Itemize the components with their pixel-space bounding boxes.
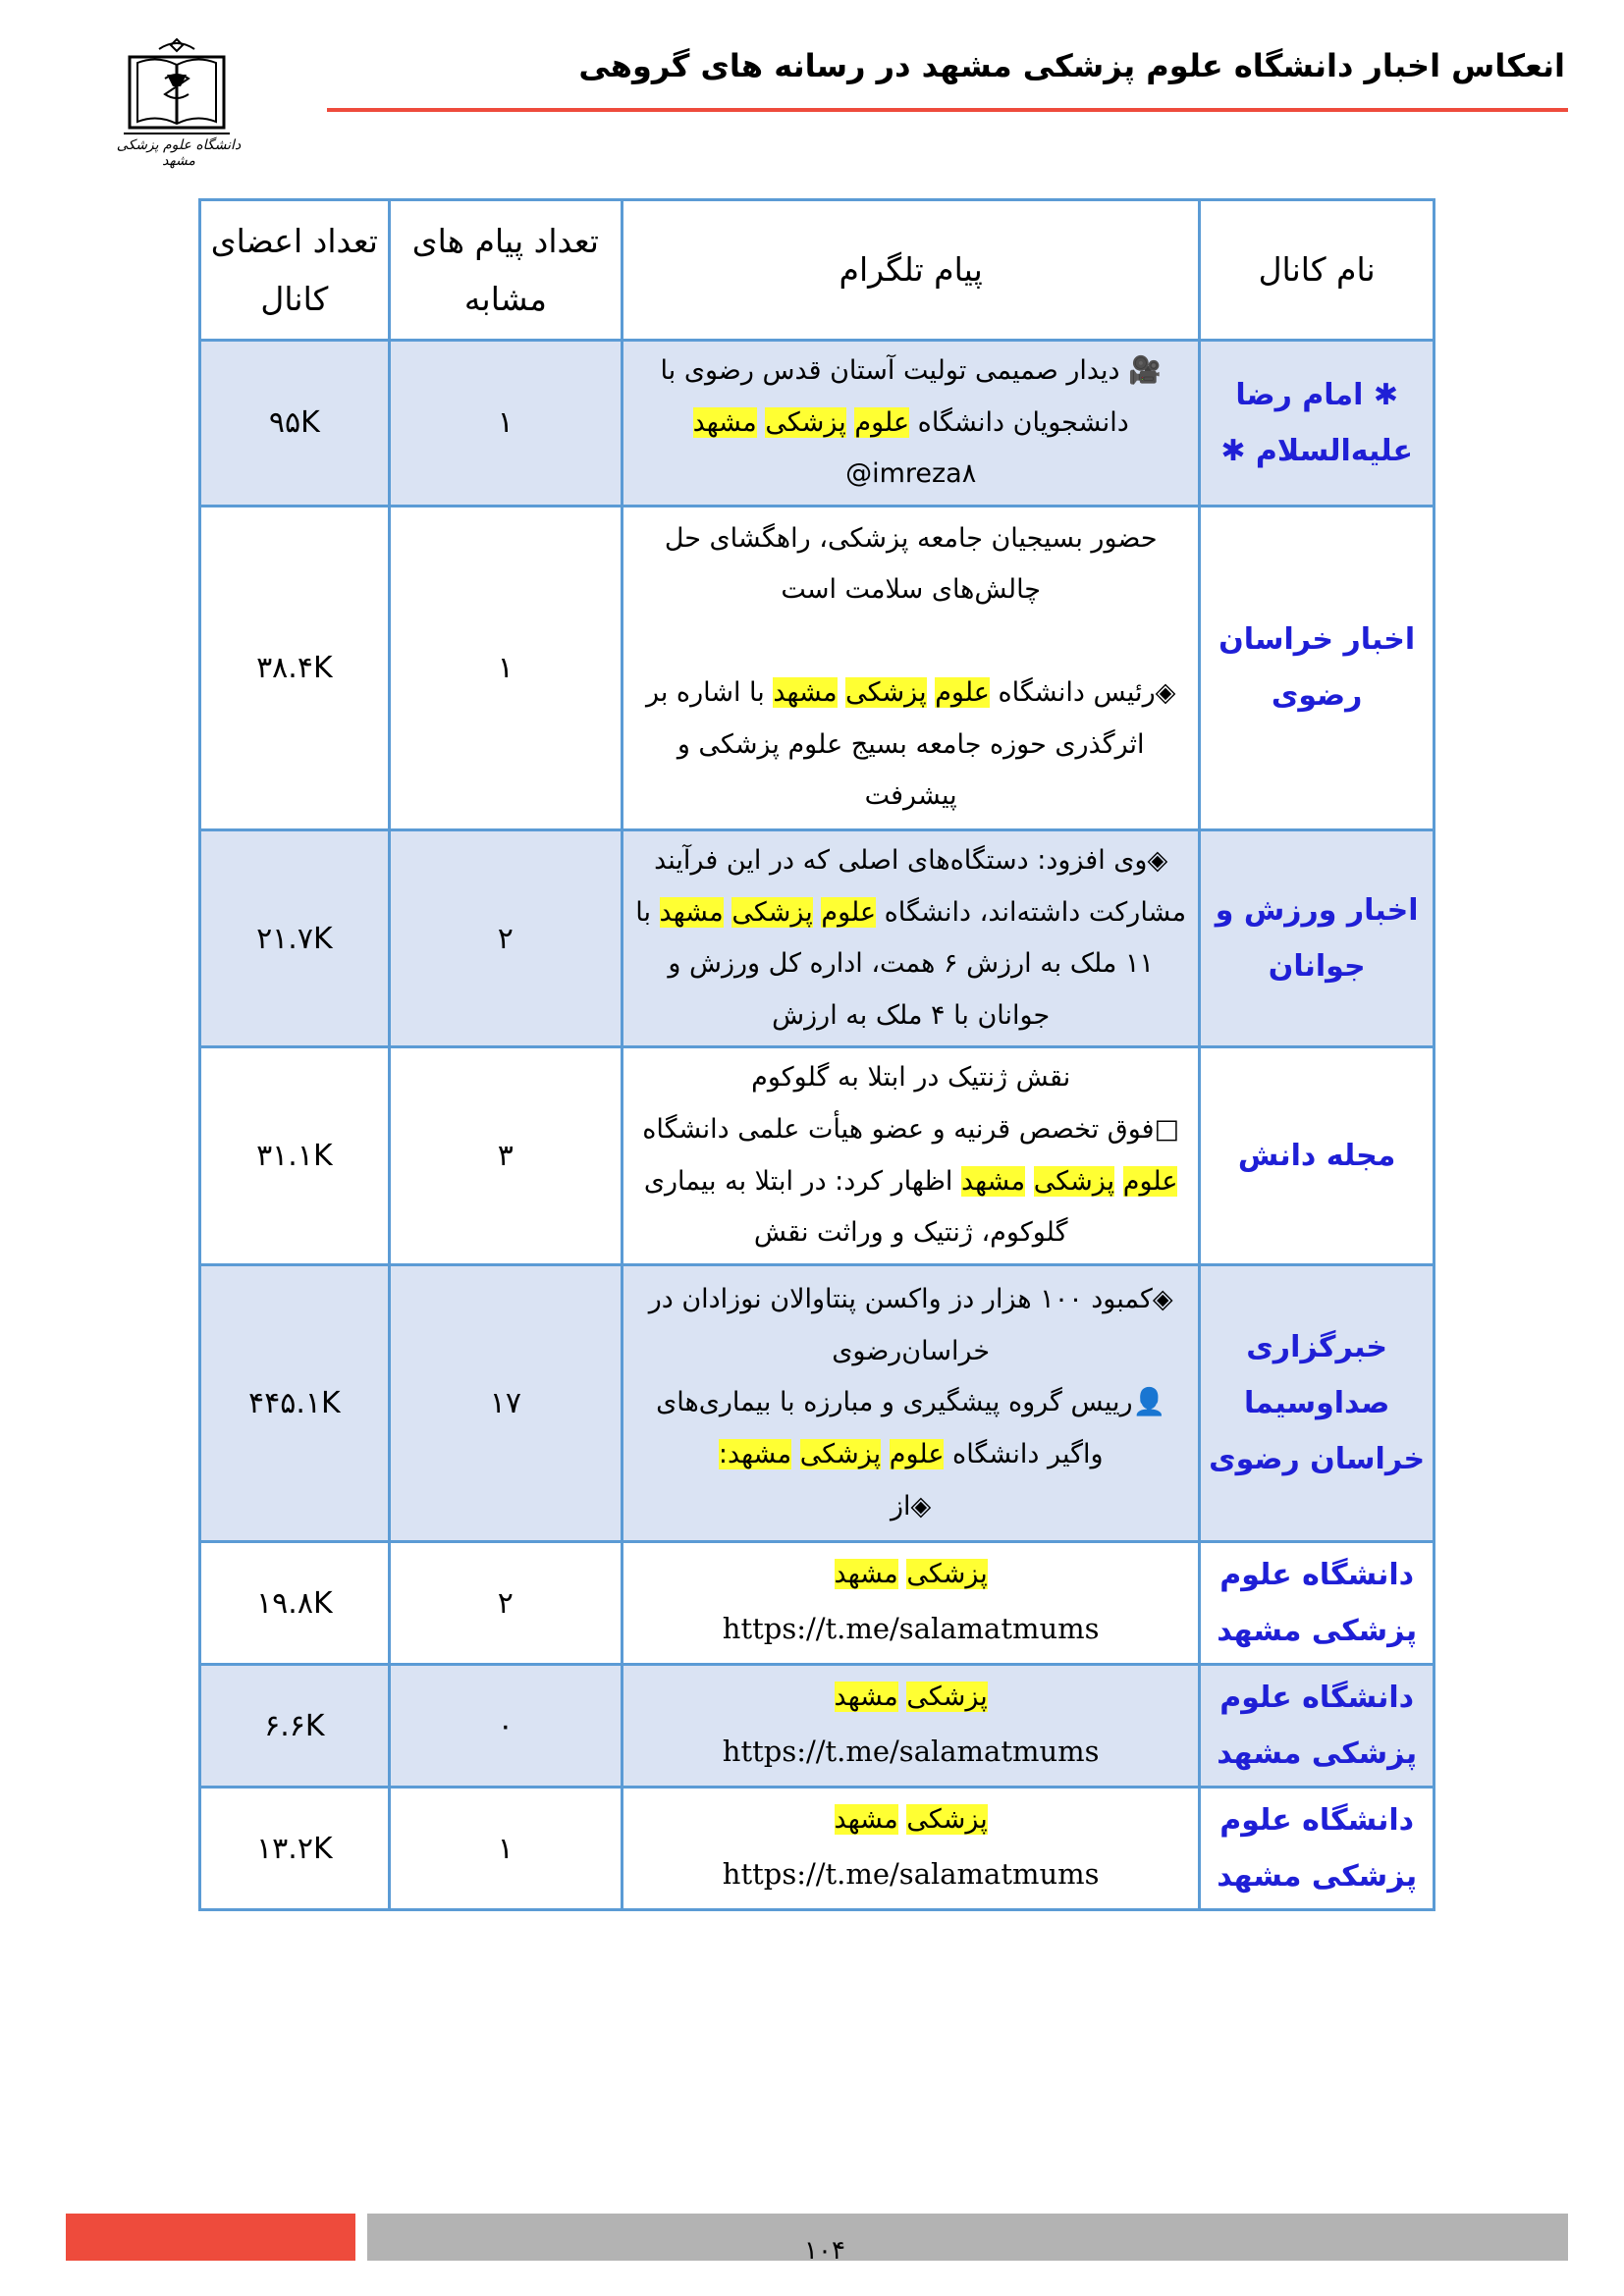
message-text: واگیر دانشگاه xyxy=(944,1438,1104,1469)
channel-name-line: علیه‌السلام ✱ xyxy=(1220,433,1413,468)
message-line: اثرگذری حوزه جامعه بسیج علوم پزشکی و xyxy=(677,728,1145,760)
channel-name-line: رضوی xyxy=(1271,678,1363,714)
message-line xyxy=(629,1846,1192,1902)
telegram-link[interactable]: https://t.me/salamatmums xyxy=(722,1857,1100,1892)
message-text: مشارکت داشته‌اند، دانشگاه xyxy=(876,896,1187,928)
highlight-keyword: پزشکی xyxy=(906,1804,988,1836)
members-cell: ۹۵K xyxy=(200,341,390,507)
table-row xyxy=(200,1047,1435,1265)
message-line: گلوکوم، ژنتیک و وراثت نقش xyxy=(753,1217,1068,1249)
header-channel-name: نام کانال xyxy=(1200,200,1435,341)
similar-count-cell: ۱ xyxy=(389,1788,622,1910)
header-similar-line1: تعداد پیام های xyxy=(411,221,599,260)
table-row xyxy=(200,341,1435,507)
message-cell xyxy=(623,1047,1200,1265)
similar-count-cell: ۲ xyxy=(389,829,622,1047)
highlight-keyword: علوم xyxy=(821,896,877,928)
message-line xyxy=(629,398,1192,450)
table-row xyxy=(200,1265,1435,1542)
message-line: حضور بسیجیان جامعه پزشکی، راهگشای حل xyxy=(664,522,1158,554)
highlight-keyword: علوم xyxy=(1122,1165,1178,1197)
message-cell xyxy=(623,1542,1200,1665)
message-cell xyxy=(623,1788,1200,1910)
similar-count-cell: ۱۷ xyxy=(389,1265,622,1542)
members-cell: ۶.۶K xyxy=(200,1665,390,1788)
similar-count-cell: ۲ xyxy=(389,1542,622,1665)
message-cell xyxy=(623,341,1200,507)
highlight-keyword: مشهد xyxy=(834,1804,898,1836)
channel-name-cell xyxy=(1200,1542,1435,1665)
channel-name-line: اخبار ورزش و xyxy=(1215,893,1419,929)
similar-count-cell: ۳ xyxy=(389,1047,622,1265)
channel-name-cell xyxy=(1200,506,1435,829)
channel-name-cell xyxy=(1200,1788,1435,1910)
header-similar-line2: مشابه xyxy=(463,280,547,318)
message-cell xyxy=(623,1265,1200,1542)
message-line xyxy=(629,1724,1192,1780)
highlight-keyword: پزشکی xyxy=(906,1559,988,1590)
highlight-keyword: مشهد xyxy=(659,896,724,928)
highlight-keyword: پزشکی xyxy=(845,677,927,709)
channel-name-line: ✱ امام رضا xyxy=(1235,377,1398,412)
message-text: با اشاره بر xyxy=(645,677,774,709)
members-cell: ۱۳.۲K xyxy=(200,1788,390,1910)
channel-name-cell xyxy=(1200,1265,1435,1542)
table-header-row xyxy=(200,200,1435,341)
footer-bar xyxy=(367,2214,1568,2261)
table-row xyxy=(200,1788,1435,1910)
table-row xyxy=(200,1665,1435,1788)
message-line: چالش‌های سلامت است xyxy=(781,574,1041,606)
message-line: imreza۸@ xyxy=(845,458,977,490)
header-divider xyxy=(327,108,1568,112)
message-line: ◈وی افزود: دستگاه‌های اصلی که در این فرآیند xyxy=(654,844,1168,876)
members-cell: ۳۸.۴K xyxy=(200,506,390,829)
page-number: ۱۰۴ xyxy=(804,2236,845,2266)
highlight-keyword: مشهد xyxy=(692,406,757,438)
message-line: 🎥 دیدار صمیمی تولیت آستان قدس رضوی با xyxy=(660,355,1162,386)
highlight-keyword: پزشکی xyxy=(731,896,813,928)
channel-name-line: اخبار خراسان xyxy=(1218,622,1416,658)
members-cell: ۳۱.۱K xyxy=(200,1047,390,1265)
channel-name-cell xyxy=(1200,829,1435,1047)
similar-count-cell: ۰ xyxy=(389,1665,622,1788)
highlight-keyword: پزشکی xyxy=(1033,1165,1115,1197)
message-line: نقش ژنتیک در ابتلا به گلوکوم xyxy=(751,1062,1071,1094)
message-line: خراسان‌رضوی xyxy=(832,1335,991,1366)
message-line: ◈کمبود ۱۰۰ هزار دز واکسن پنتاوالان نوزادان در xyxy=(648,1283,1173,1314)
channel-name-cell xyxy=(1200,341,1435,507)
message-blank-line xyxy=(629,616,1192,667)
message-line: جوانان با ۴ ملک به ارزش xyxy=(772,999,1051,1031)
table-row xyxy=(200,1542,1435,1665)
channel-name-line: پزشکی مشهد xyxy=(1217,1614,1418,1649)
message-line xyxy=(629,1672,1192,1724)
header-members-line1: تعداد اعضای xyxy=(210,221,378,260)
members-cell: ۱۹.۸K xyxy=(200,1542,390,1665)
message-line: 👤رییس گروه پیشگیری و مبارزه با بیماری‌های xyxy=(656,1387,1166,1418)
message-text: ◈رئیس دانشگاه xyxy=(989,677,1176,709)
highlight-keyword: علوم xyxy=(854,406,910,438)
highlight-keyword: مشهد xyxy=(834,1682,898,1713)
message-cell xyxy=(623,506,1200,829)
logo-caption: دانشگاه علوم پزشکی مشهد xyxy=(116,137,242,169)
message-line xyxy=(629,1156,1192,1208)
highlight-keyword: پزشکی xyxy=(906,1682,988,1713)
message-cell xyxy=(623,829,1200,1047)
channel-name-line: جوانان xyxy=(1268,949,1366,985)
message-line: ۱۱ ملک به ارزش ۶ همت، اداره کل ورزش و xyxy=(668,948,1154,980)
page-title: انعکاس اخبار دانشگاه علوم پزشکی مشهد در رسانه های گروهی xyxy=(578,47,1565,84)
channel-name-line: صداوسیما xyxy=(1243,1386,1390,1421)
channel-name-line: دانشگاه علوم xyxy=(1219,1803,1415,1839)
highlight-keyword: پزشکی xyxy=(799,1438,882,1469)
members-cell: ۲۱.۷K xyxy=(200,829,390,1047)
message-line xyxy=(629,1794,1192,1846)
members-cell: ۴۴۵.۱K xyxy=(200,1265,390,1542)
message-line xyxy=(629,1601,1192,1657)
news-table xyxy=(198,198,1435,1911)
highlight-keyword: مشهد: xyxy=(718,1438,792,1469)
channel-name-cell xyxy=(1200,1665,1435,1788)
highlight-keyword: علوم xyxy=(889,1438,945,1469)
message-line: □فوق تخصص قرنیه و عضو هیأت علمی دانشگاه xyxy=(642,1114,1180,1146)
message-text: با xyxy=(635,896,660,928)
telegram-link[interactable]: https://t.me/salamatmums xyxy=(722,1735,1100,1769)
channel-name-line: دانشگاه علوم xyxy=(1219,1558,1415,1593)
message-line xyxy=(629,667,1192,720)
footer-accent-bar xyxy=(66,2214,355,2261)
message-line: پیشرفت xyxy=(864,780,957,812)
message-line xyxy=(629,887,1192,939)
message-line: ◈از xyxy=(891,1490,932,1522)
highlight-keyword: پزشکی xyxy=(765,406,846,438)
channel-name-line: خراسان رضوی xyxy=(1209,1442,1426,1477)
similar-count-cell: ۱ xyxy=(389,506,622,829)
message-text: دانشجویان دانشگاه xyxy=(909,406,1129,438)
table-row xyxy=(200,829,1435,1047)
channel-name-line: پزشکی مشهد xyxy=(1217,1736,1418,1772)
message-line xyxy=(629,1429,1192,1481)
header-similar-count xyxy=(389,200,622,341)
channel-name-line: پزشکی مشهد xyxy=(1217,1859,1418,1895)
table-row xyxy=(200,506,1435,829)
telegram-link[interactable]: https://t.me/salamatmums xyxy=(722,1612,1100,1646)
channel-name-line: خبرگزاری xyxy=(1246,1330,1387,1365)
message-cell xyxy=(623,1665,1200,1788)
highlight-keyword: علوم xyxy=(935,677,990,709)
highlight-keyword: مشهد xyxy=(834,1559,898,1590)
highlight-keyword: مشهد xyxy=(960,1165,1026,1197)
highlight-keyword: مشهد xyxy=(773,677,838,709)
similar-count-cell: ۱ xyxy=(389,341,622,507)
channel-name-line: دانشگاه علوم xyxy=(1219,1681,1415,1716)
message-line xyxy=(629,1549,1192,1601)
message-text: اظهار کرد: در ابتلا به بیماری xyxy=(643,1165,961,1197)
header-members xyxy=(200,200,390,341)
channel-name-cell xyxy=(1200,1047,1435,1265)
channel-name-line: مجله دانش xyxy=(1237,1139,1396,1174)
header-members-line2: کانال xyxy=(260,280,329,318)
header-message: پیام تلگرام xyxy=(623,200,1200,341)
